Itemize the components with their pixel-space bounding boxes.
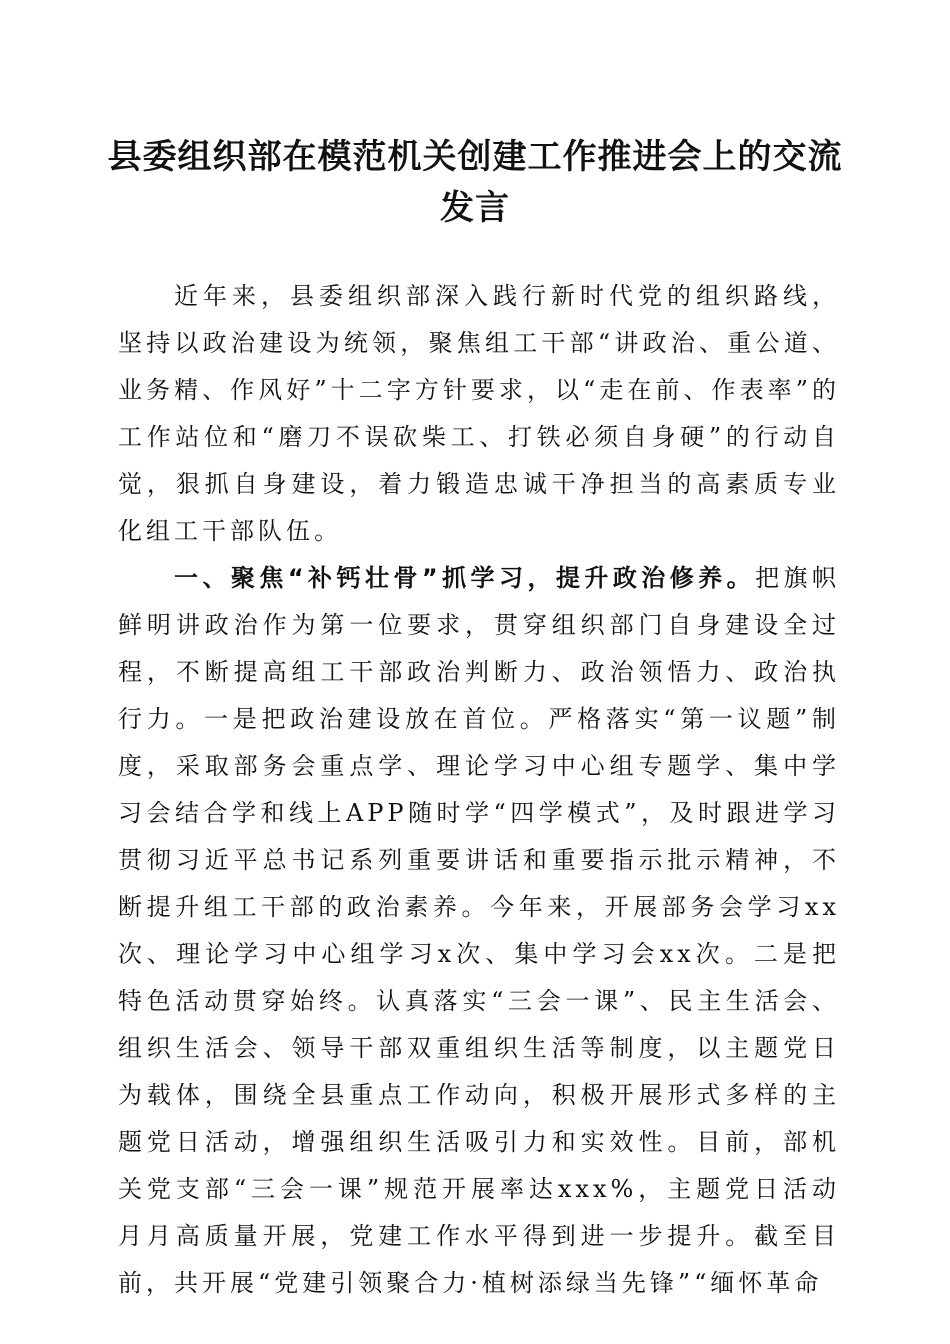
section-one-paragraph: [118, 555, 840, 1307]
document-body: [118, 273, 840, 1307]
section-one-text: 把旗帜鲜明讲政治作为第一位要求，贯穿组织部门自身建设全过程，不断提高组工干部政治判断力、政治领悟力、政治执行力。一是把政治建设放在首位。严格落实“第一议题”制度，采取部务会重点学、理论学习中心组专题学、集中学习会结合学和线上APP随时学“四学模式”，及时跟进学习贯彻习近平总书记系列重要讲话和重要指示批示精神，不断提升组工干部的政治素养。今年来，开展部务会学习xx次、理论学习中心组学习x次、集中学习会xx次。二是把特色活动贯穿始终。认真落实“三会一课”、民主生活会、组织生活会、领导干部双重组织生活等制度，以主题党日为载体，围绕全县重点工作动向，积极开展形式多样的主题党日活动，增强组织生活吸引力和实效性。目前，部机关党支部“三会一课”规范开展率达xxx%，主题党日活动月月高质量开展，党建工作水平得到进一步提升。截至目前，共开展“党建引领聚合力·植树添绿当先锋”“缅怀革命: [118, 564, 841, 1297]
intro-paragraph: [118, 273, 840, 555]
section-one-heading: 一、聚焦“补钙壮骨”抓学习，提升政治修养。: [174, 564, 756, 592]
intro-paragraph-text: 近年来，县委组织部深入践行新时代党的组织路线，坚持以政治建设为统领，聚焦组工干部“讲政治、重公道、业务精、作风好”十二字方针要求，以“走在前、作表率”的工作站位和“磨刀不误砍柴工、打铁必须自身硬”的行动自觉，狠抓自身建设，着力锻造忠诚干净担当的高素质专业化组工干部队伍。: [118, 282, 840, 545]
document-title: 县委组织部在模范机关创建工作推进会上的交流发言: [107, 137, 843, 228]
